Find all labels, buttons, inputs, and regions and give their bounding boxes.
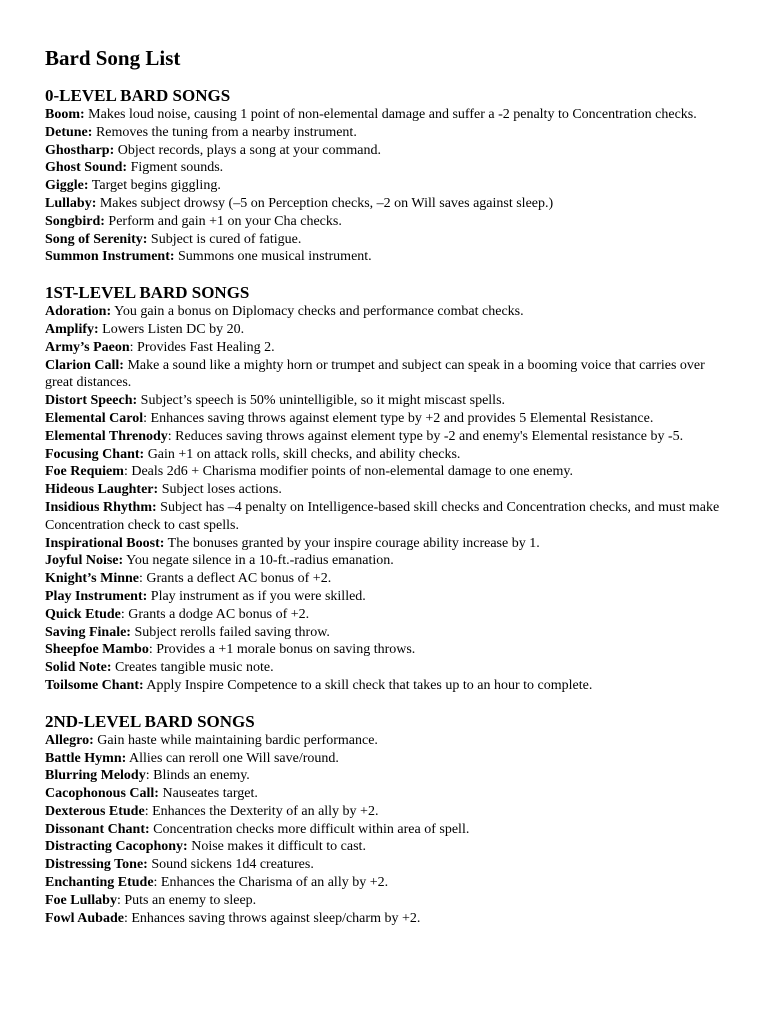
song-entry [45,641,724,659]
song-name: Boom: [45,107,85,122]
song-section [45,283,724,695]
song-description: Perform and gain +1 on your Cha checks. [104,213,342,229]
song-name: Insidious Rhythm: [45,499,157,515]
song-name: Play Instrument: [45,588,148,604]
song-description: Nauseates target. [158,786,258,802]
song-description: Summons one musical instrument. [174,249,372,265]
song-name: Saving Finale: [45,624,131,640]
song-entry [45,803,724,821]
song-name: Quick Etude [45,606,121,622]
section-heading: 2ND-LEVEL BARD SONGS [45,711,255,731]
song-entry [45,339,724,357]
song-description: Lowers Listen DC by 20. [98,321,245,337]
section-heading: 0-LEVEL BARD SONGS [45,86,231,105]
song-description: Concentration checks more difficult within area of spell. [149,821,470,837]
song-entry [45,177,724,195]
song-description: Gain haste while maintaining bardic performance. [93,732,378,748]
song-description: Play instrument as if you were skilled. [147,588,366,604]
song-name: Distressing Tone: [45,857,148,873]
song-name: Sheepfoe Mambo [45,642,149,658]
song-description: : Enhances the Charisma of an ally by +2. [153,875,389,891]
song-entry [45,195,724,213]
song-entry [45,142,724,160]
song-entry [45,856,724,874]
song-entry [45,428,724,446]
song-name: Fowl Aubade [45,910,124,926]
song-description: Subject is cured of fatigue. [147,231,302,247]
song-entry [45,892,724,910]
song-name: Dexterous Etude [45,803,145,819]
song-name: Focusing Chant: [45,446,145,462]
song-description: : Blinds an enemy. [145,768,250,784]
song-entry [45,677,724,695]
song-description: : Enhances the Dexterity of an ally by +2. [144,803,379,819]
song-name: Inspirational Boost: [45,535,165,551]
song-entry [45,659,724,677]
song-description: You gain a bonus on Diplomacy checks and performance combat checks. [111,304,524,320]
song-description: Object records, plays a song at your command. [114,142,381,158]
song-entry [45,750,724,768]
song-name: Blurring Melody [45,768,146,784]
song-description: Apply Inspire Competence to a skill check that takes up to an hour to complete. [143,677,593,693]
song-description: Noise makes it difficult to cast. [187,839,366,855]
song-entry [45,446,724,464]
song-entry [45,588,724,606]
song-list [45,303,724,695]
song-name: Songbird: [45,213,105,229]
song-entry [45,874,724,892]
song-name: Foe Lullaby [45,892,117,908]
song-entry [45,357,724,393]
song-name: Cacophonous Call: [45,786,159,802]
song-list [45,106,724,266]
song-description: : Provides a +1 morale bonus on saving throws. [148,642,416,658]
song-name: Giggle: [45,178,89,194]
song-entry [45,535,724,553]
song-entry [45,124,724,142]
song-name: Detune: [45,124,93,140]
song-name: Knight’s Minne [45,571,139,587]
song-description: Makes subject drowsy (–5 on Perception checks, –2 on Will saves against sleep.) [96,195,554,211]
song-entry [45,303,724,321]
song-name: Elemental Threnody [45,428,168,444]
song-entry [45,499,724,535]
song-entry [45,231,724,249]
song-description: : Reduces saving throws against element type by -2 and enemy's Elemental resistance by -5. [167,428,684,444]
song-entry [45,106,724,124]
song-name: Elemental Carol [45,410,144,426]
song-description: Subject loses actions. [158,482,282,498]
song-description: Figment sounds. [127,160,224,176]
song-section [45,712,724,928]
song-description: Subject rerolls failed saving throw. [130,624,330,640]
song-name: Lullaby: [45,195,97,211]
song-name: Adoration: [45,304,112,320]
song-description: : Enhances saving throws against element type by +2 and provides 5 Elemental Resistance. [143,410,654,426]
song-name: Army’s Paeon [45,339,130,355]
song-entry [45,570,724,588]
song-name: Solid Note: [45,660,112,676]
section-heading: 1ST-LEVEL BARD SONGS [45,283,250,303]
song-name: Foe Requiem [45,464,124,480]
song-name: Joyful Noise: [45,553,124,569]
song-entry [45,463,724,481]
song-name: Enchanting Etude [45,875,154,891]
song-description: Make a sound like a mighty horn or trumpet and subject can speak in a booming voice that carries over great distances. [45,357,705,391]
song-entry [45,785,724,803]
song-name: Toilsome Chant: [45,677,144,693]
document-title: Bard Song List [45,46,181,70]
song-name: Amplify: [45,321,99,337]
song-description: Subject’s speech is 50% unintelligible, so it might miscast spells. [137,393,506,409]
song-description: Gain +1 on attack rolls, skill checks, and ability checks. [144,446,461,462]
song-description: : Grants a deflect AC bonus of +2. [139,571,332,587]
song-entry [45,606,724,624]
song-name: Distracting Cacophony: [45,839,188,855]
song-entry [45,838,724,856]
song-description: The bonuses granted by your inspire courage ability increase by 1. [164,535,540,551]
song-entry [45,624,724,642]
song-entry [45,321,724,339]
song-description: You negate silence in a 10-ft.-radius emanation. [123,553,394,569]
song-entry [45,821,724,839]
song-description: : Puts an enemy to sleep. [116,892,257,908]
song-name: Allegro: [45,732,94,748]
song-entry [45,410,724,428]
song-description: : Provides Fast Healing 2. [129,339,275,355]
song-name: Distort Speech: [45,393,138,409]
song-description: : Enhances saving throws against sleep/charm by +2. [123,910,421,926]
song-name: Summon Instrument: [45,249,175,265]
song-description: Sound sickens 1d4 creatures. [147,857,314,873]
song-name: Ghost Sound: [45,160,128,176]
song-description: Makes loud noise, causing 1 point of non-elemental damage and suffer a -2 penalty to Concentration checks. [84,107,697,122]
song-name: Dissonant Chant: [45,821,150,837]
song-section [45,86,724,266]
song-description: Target begins giggling. [88,178,221,194]
song-description: Subject has –4 penalty on Intelligence-based skill checks and Concentration checks, and must make Concentration check to cast spells. [45,499,720,533]
song-entry [45,159,724,177]
song-description: : Grants a dodge AC bonus of +2. [120,606,310,622]
song-entry [45,910,724,928]
song-entry [45,552,724,570]
song-sections [45,86,724,927]
song-description: Removes the tuning from a nearby instrument. [92,124,357,140]
song-name: Ghostharp: [45,142,115,158]
song-entry [45,248,724,266]
song-entry [45,213,724,231]
song-list [45,732,724,928]
song-entry [45,767,724,785]
song-name: Clarion Call: [45,357,124,373]
song-description: : Deals 2d6 + Charisma modifier points of non-elemental damage to one enemy. [123,464,573,480]
song-entry [45,481,724,499]
song-entry [45,732,724,750]
song-entry [45,392,724,410]
song-name: Song of Serenity: [45,231,148,247]
song-description: Creates tangible music note. [111,660,274,676]
song-name: Hideous Laughter: [45,482,159,498]
song-description: Allies can reroll one Will save/round. [126,750,339,766]
song-name: Battle Hymn: [45,750,127,766]
